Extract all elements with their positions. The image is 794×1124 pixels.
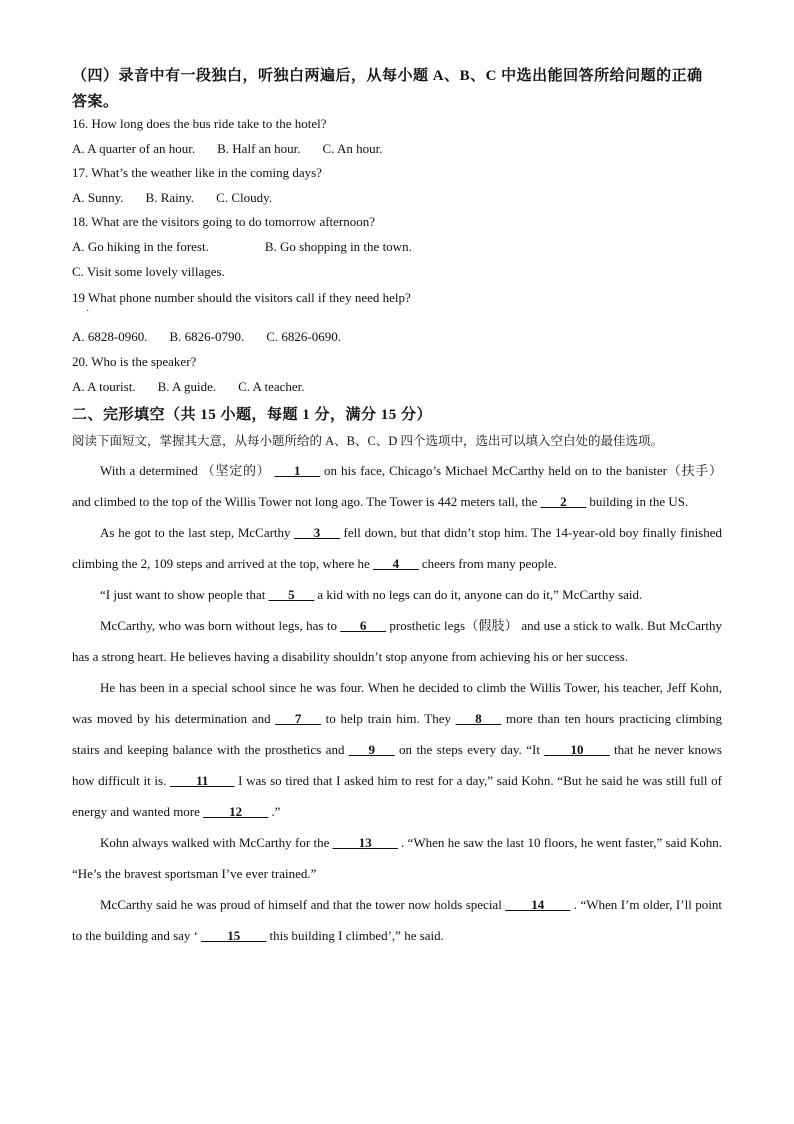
stray-dot: ·	[86, 306, 90, 317]
question-17: 17. What’s the weather like in the coming days?	[72, 165, 322, 180]
option-c: C. Cloudy.	[216, 190, 273, 205]
blank-13: ____13____	[332, 835, 398, 850]
blank-7: ___7___	[275, 711, 321, 726]
paragraph-7: McCarthy said he was proud of himself and that the tower now holds special ____14____ . “When I’m older, I’ll point to the building and say ‘ ____15____ this building I climbed’,” he said.	[72, 897, 722, 943]
section-heading: （四）录音中有一段独白，听独白两遍后，从每小题 A、B、C 中选出能回答所给问题的正确	[72, 68, 703, 84]
blank-5: ___5___	[268, 587, 315, 602]
option-c: C. A teacher.	[238, 379, 305, 394]
option-b: B. 6826-0790.	[169, 329, 245, 344]
option-b: B. A guide.	[157, 379, 217, 394]
option-a: A. A tourist.	[72, 379, 136, 394]
question-18: 18. What are the visitors going to do tomorrow afternoon?	[72, 214, 376, 229]
options-16	[72, 141, 405, 157]
options-18	[72, 239, 434, 255]
option-b: B. Go shopping in the town.	[264, 239, 412, 254]
option-a: A. 6828-0960.	[72, 329, 148, 344]
cloze-instruction: 阅读下面短文，掌握其大意，从每小题所给的 A、B、C、D 四个选项中，选出可以填入空白处的最佳选项。	[72, 434, 663, 448]
paragraph-3: “I just want to show people that ___5___ a kid with no legs can do it, anyone can do it,” McCarthy said.	[100, 587, 643, 602]
paragraph-5: He has been in a special school since he was four. When he decided to climb the Willis Tower, his teacher, Jeff Kohn, was moved by his determination and ___7___ to help train him. They ___8___ more than ten hours practicing climbing stairs and keeping balance with the prosthetics and ___9___ on the steps every day. “It ____10____ that he never knows how difficult it is. ____11____ I was so tired that I asked him to rest for a day,” said Kohn. “But he said he was still full of energy and wanted more ____12____ .”	[72, 680, 722, 819]
paragraph-4: McCarthy, who was born without legs, has to ___6___ prosthetic legs（假肢） and use a stick to walk. But McCarthy has a strong heart. He believes having a disability shouldn’t stop anyone from achieving his or her success.	[72, 618, 722, 664]
blank-14: ____14____	[505, 897, 571, 912]
question-20: 20. Who is the speaker?	[72, 354, 197, 369]
blank-11: ____11____	[170, 773, 235, 788]
blank-15: ____15____	[201, 928, 267, 943]
blank-8: ___8___	[455, 711, 502, 726]
blank-2: ___2___	[540, 494, 587, 509]
blank-4: ___4___	[373, 556, 419, 571]
paragraph-1: With a determined （坚定的） ___1___ on his face, Chicago’s Michael McCarthy held on to the banister（扶手） and climbed to the top of the Willis Tower not long ago. The Tower is 442 meters tall, the ___2___ building in the US.	[72, 463, 723, 509]
option-c: C. An hour.	[322, 141, 383, 156]
options-19	[72, 329, 363, 345]
options-20	[72, 379, 327, 395]
paragraph-2: As he got to the last step, McCarthy ___3___ fell down, but that didn’t stop him. The 14-year-old boy finally finished climbing the 2, 109 steps and arrived at the top, where he ___4___ cheers from many people.	[72, 525, 723, 571]
question-16: 16. How long does the bus ride take to the hotel?	[72, 116, 327, 131]
option-a: A. A quarter of an hour.	[72, 141, 196, 156]
cloze-heading: 二、完形填空（共 15 小题，每题 1 分，满分 15 分）	[72, 407, 433, 423]
blank-6: ___6___	[340, 618, 386, 633]
option-b: B. Rainy.	[145, 190, 195, 205]
option-c-18: C. Visit some lovely villages.	[72, 264, 225, 279]
section-heading-cont: 答案。	[72, 94, 119, 110]
blank-3: ___3___	[294, 525, 340, 540]
blank-10: ____10____	[544, 742, 610, 757]
options-17	[72, 190, 294, 206]
option-c: C. 6826-0690.	[266, 329, 341, 344]
blank-12: ____12____	[203, 804, 269, 819]
paragraph-6: Kohn always walked with McCarthy for the ____13____ . “When he saw the last 10 floors, he went faster,” said Kohn. “He’s the bravest sportsman I’ve ever trained.”	[72, 835, 722, 881]
option-a: A. Sunny.	[72, 190, 124, 205]
question-19: 19 What phone number should the visitors call if they need help?	[72, 290, 411, 305]
option-b: B. Half an hour.	[217, 141, 301, 156]
option-a: A. Go hiking in the forest.	[72, 239, 209, 254]
cloze-passage	[72, 455, 722, 951]
blank-1: ___1___	[274, 463, 321, 478]
blank-9: ___9___	[348, 742, 395, 757]
